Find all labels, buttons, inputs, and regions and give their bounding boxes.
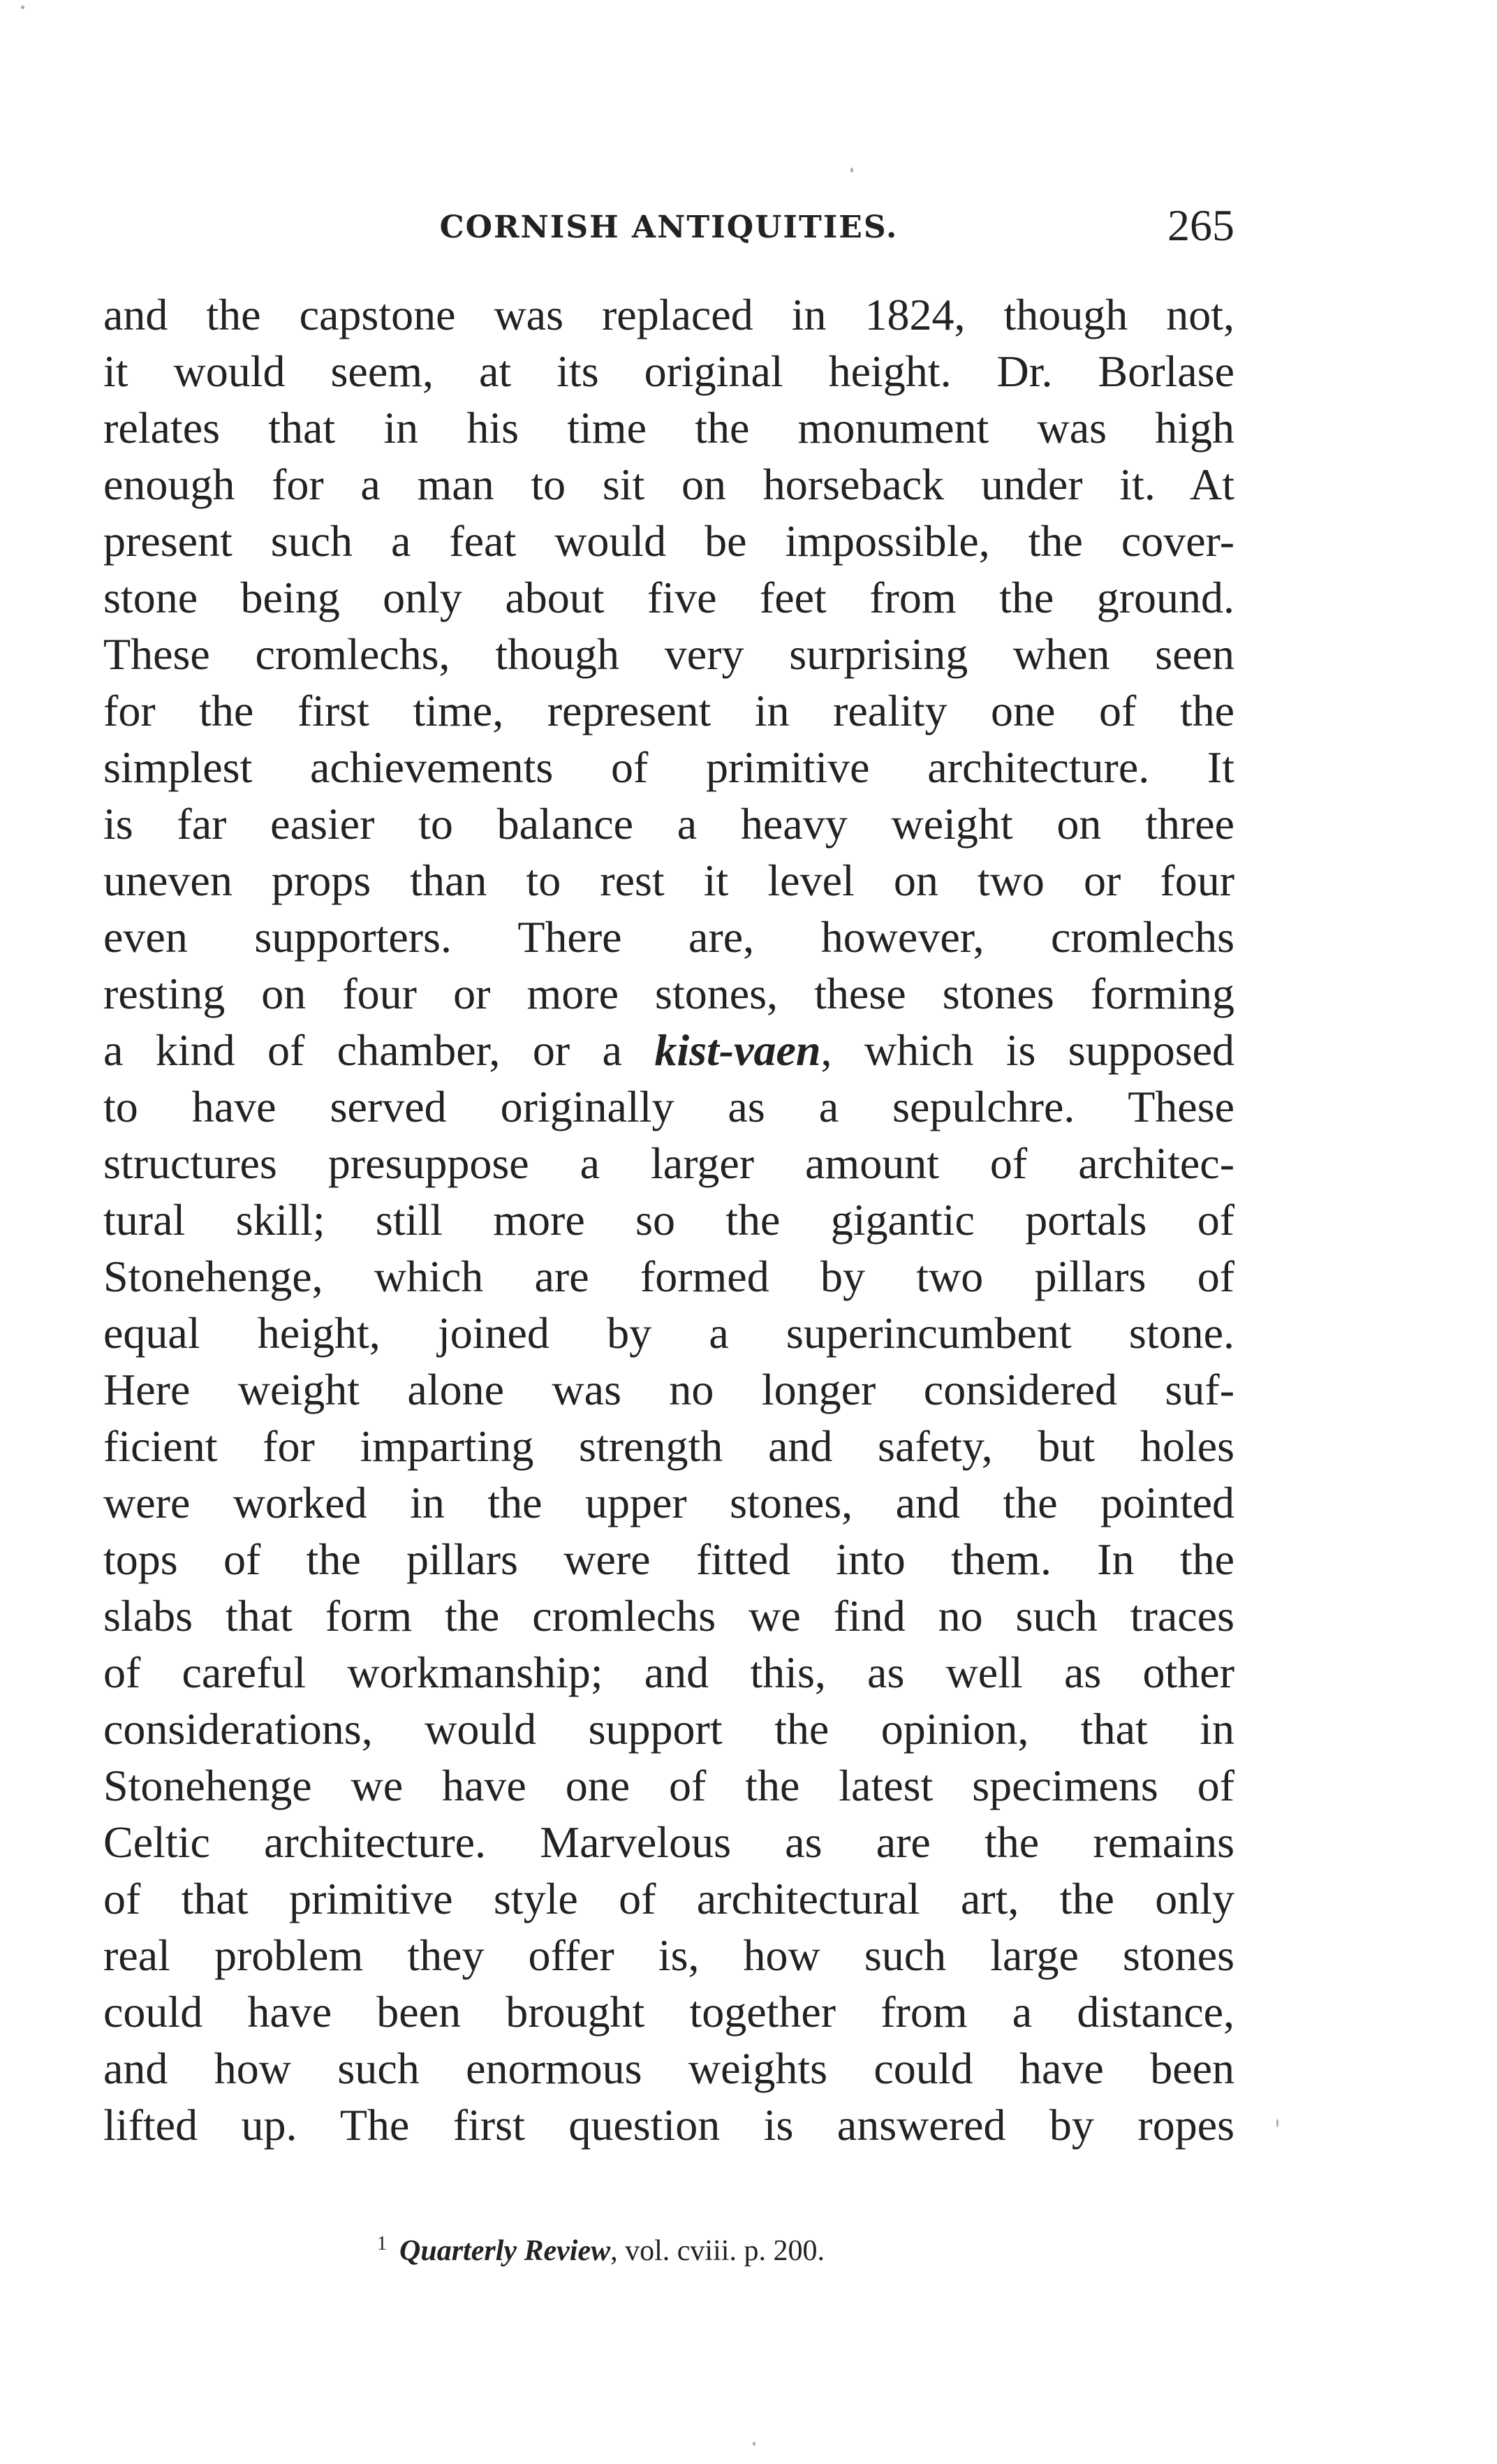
text-line: These cromlechs, though very surprising when seen (103, 629, 1234, 679)
page-speck (850, 168, 853, 173)
text-line: tural skill; still more so the gigantic portals of (103, 1195, 1234, 1245)
text-line: equal height, joined by a superincumbent stone. (103, 1308, 1234, 1358)
text-line: even supporters. There are, however, cromlechs (103, 912, 1234, 962)
page-number: 265 (1167, 200, 1234, 250)
text-line: Celtic architecture. Marvelous as are the remains (103, 1817, 1234, 1867)
footnote (377, 2227, 825, 2268)
text-line: could have been brought together from a distance, (103, 1987, 1234, 2037)
text-line: present such a feat would be impossible, the cover- (103, 516, 1234, 566)
text-line: of that primitive style of architectural art, the only (103, 1874, 1234, 1923)
running-head: CORNISH ANTIQUITIES. (439, 210, 899, 245)
text-line: resting on four or more stones, these stones forming (103, 969, 1234, 1018)
text-line: structures presuppose a larger amount of architec- (103, 1138, 1234, 1188)
text-line: a kind of chamber, or a kist-vaen, which is supposed (103, 1025, 1234, 1075)
text-line: enough for a man to sit on horseback under it. At (103, 460, 1234, 509)
text-line: and the capstone was replaced in 1824, though not, (103, 290, 1234, 339)
page-speck (21, 6, 24, 9)
footnote-marker: 1 (377, 2233, 387, 2254)
text-line: is far easier to balance a heavy weight on three (103, 799, 1234, 849)
text-line: it would seem, at its original height. Dr. Borlase (103, 346, 1234, 396)
text-line: slabs that form the cromlechs we find no such traces (103, 1591, 1234, 1641)
text-line: real problem they offer is, how such large stones (103, 1930, 1234, 1980)
text-line: Stonehenge, which are formed by two pillars of (103, 1252, 1234, 1301)
text-line: uneven props than to rest it level on two or four (103, 856, 1234, 905)
text-line: Here weight alone was no longer considered suf- (103, 1365, 1234, 1414)
text-line: considerations, would support the opinion, that in (103, 1704, 1234, 1754)
page-header (103, 180, 1234, 264)
text-line: and how such enormous weights could have been (103, 2044, 1234, 2093)
text-line: of careful workmanship; and this, as well as other (103, 1648, 1234, 1697)
text-line: lifted up. The first question is answered by ropes (103, 2100, 1234, 2150)
text-line: simplest achievements of primitive architecture. It (103, 742, 1234, 792)
text-line: for the first time, represent in reality one of the (103, 686, 1234, 735)
footnote-citation: , vol. cviii. p. 200. (610, 2235, 825, 2267)
text-line: stone being only about five feet from the ground. (103, 573, 1234, 622)
page-speck (753, 2442, 755, 2446)
footnote-source-title: Quarterly Review (399, 2235, 611, 2267)
text-line: Stonehenge we have one of the latest specimens of (103, 1761, 1234, 1810)
page-speck (1276, 2119, 1278, 2127)
body-text (103, 286, 1234, 2153)
italic-term: kist-vaen (654, 1025, 821, 1075)
text-line: ficient for imparting strength and safety, but holes (103, 1421, 1234, 1471)
text-line: relates that in his time the monument was high (103, 403, 1234, 453)
text-line: were worked in the upper stones, and the pointed (103, 1478, 1234, 1527)
text-line: tops of the pillars were fitted into them. In the (103, 1534, 1234, 1584)
text-line: to have served originally as a sepulchre. These (103, 1082, 1234, 1131)
